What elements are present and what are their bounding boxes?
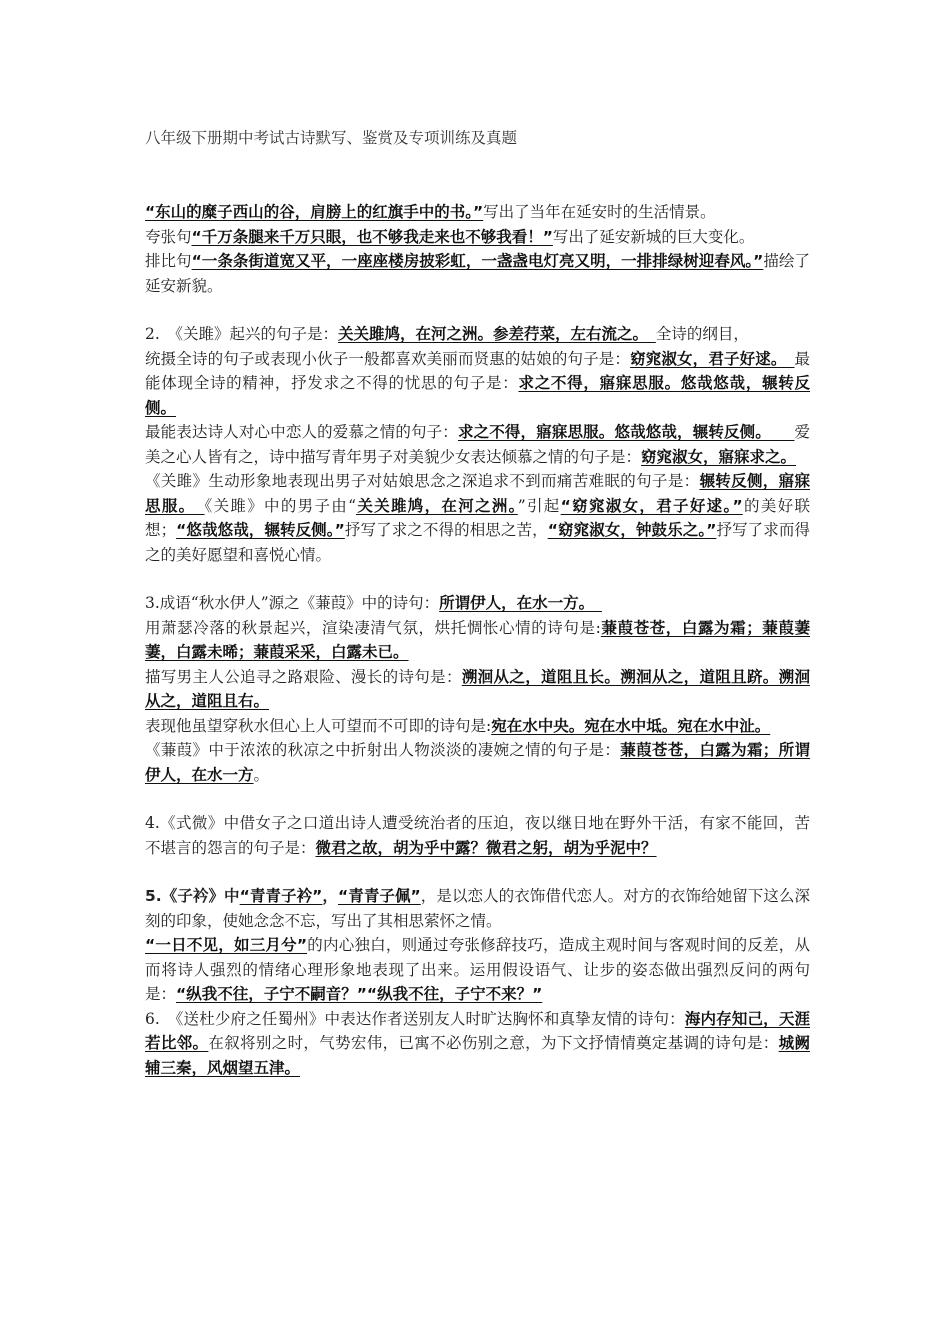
prompt-text: 描写男主人公追寻之路艰险、漫长的诗句是： bbox=[145, 667, 462, 686]
answer-text: “一日不见，如三月兮” bbox=[145, 936, 308, 954]
answer-text: “青青子佩” bbox=[338, 887, 421, 905]
prompt-text: 6. 《送杜少府之任蜀州》中表达作者送别友人时旷达胸怀和真挚友情的诗句： bbox=[145, 1009, 685, 1028]
paragraph bbox=[145, 665, 810, 714]
prompt-text: 排比句 bbox=[145, 252, 192, 270]
paragraph bbox=[145, 591, 810, 616]
answer-text: 所谓伊人，在水一方。 bbox=[439, 594, 602, 612]
prompt-text: 《蒹葭》中于浓浓的秋凉之中折射出人物淡淡的凄婉之情的句子是： bbox=[145, 741, 621, 759]
prompt-text: 统摄全诗的句子或表现小伙子一般都喜欢美丽而贤惠的姑娘的句子是： bbox=[145, 349, 631, 368]
paragraph bbox=[145, 616, 810, 665]
paragraph bbox=[145, 200, 810, 225]
prompt-text: ”引起 bbox=[517, 496, 561, 515]
answer-text: 微君之故，胡为乎中露？微君之躬，胡为乎泥中？ bbox=[315, 838, 657, 857]
prompt-text: 4.《式微》中借女子之口道出诗人遭受统治者的压迫，夜以继日地在野外干活，有家不能回，苦不堪言的怨言的句子是： bbox=[145, 814, 810, 857]
prompt-text: 写出了当年在延安时的生活情景。 bbox=[483, 203, 716, 221]
answer-text: “悠哉悠哉，辗转反侧。” bbox=[176, 521, 345, 539]
answer-text: 宛在水中央。宛在水中坻。宛在水中沚。 bbox=[491, 716, 771, 735]
answer-text: 溯洄从之，道阻且长。溯洄从之，道阻且跻。溯洄从之，道阻且右。 bbox=[145, 667, 810, 710]
paragraph bbox=[145, 811, 810, 860]
prompt-text: ，是以恋人的衣饰借代恋人。对方的衣饰给她留下这么深刻的印象，使她念念不忘，写出了其相思萦怀之情。 bbox=[145, 887, 810, 930]
paragraph-gap bbox=[145, 860, 810, 884]
answer-text: 求之不得，寤寐思服。悠哉悠哉，辗转反侧。 bbox=[145, 374, 810, 417]
answer-text: 蒹葭苍苍，白露为霜；蒹葭萋萋，白露未晞；蒹葭采采，白露未已。 bbox=[145, 618, 810, 661]
prompt-text: 全诗的纲目， bbox=[655, 325, 749, 343]
paragraph bbox=[145, 249, 810, 298]
prompt-text: 的内心独白，则通过夸张修辞技巧，造成主观时间与客观时间的反差，从而将诗人强烈的情绪心理形象地表现了出来。运用假设语气、让步的姿态做出强烈反问的两句是： bbox=[145, 936, 810, 1003]
prompt-text: 描绘了延安新貌。 bbox=[145, 252, 810, 295]
prompt-text: 表现他虽望穿秋水但心上人可望而不可即的诗句是: bbox=[145, 716, 492, 735]
prompt-text: 最能体现全诗的精神，抒发求之不得的忧思的句子是： bbox=[145, 349, 810, 392]
answer-text: 关关雎鸠，在河之洲。参差荇菜，左右流之。 bbox=[338, 325, 656, 343]
answer-text: 海内存知己，天涯若比邻。 bbox=[145, 1009, 810, 1052]
paragraph-gap bbox=[145, 787, 810, 811]
answer-text: “青青子衿” bbox=[239, 887, 323, 905]
prompt-text: 。 bbox=[253, 765, 270, 784]
paragraph-gap bbox=[145, 298, 810, 322]
prompt-text: 2. 《关雎》起兴的句子是： bbox=[145, 325, 339, 343]
answer-text: 关关雎鸠，在河之洲。 bbox=[356, 496, 518, 515]
answer-text: 求之不得，寤寐思服。悠哉悠哉，辗转反侧。 bbox=[457, 423, 795, 441]
answer-text: “千万条腿来千万只眼，也不够我走来也不够我看！” bbox=[191, 227, 553, 246]
paragraph-gap bbox=[145, 567, 810, 591]
prompt-text: 抒写了求之不得的相思之苦， bbox=[344, 521, 548, 539]
paragraph bbox=[145, 469, 810, 567]
prompt-text: 的美好联想； bbox=[145, 496, 810, 539]
answer-text: “东山的糜子西山的谷，肩膀上的红旗手中的书。” bbox=[145, 203, 484, 221]
prompt-text: 在叙将别之时，气势宏伟，已寓不必伤别之意，为下文抒情情奠定基调的诗句是： bbox=[208, 1034, 779, 1052]
paragraph bbox=[145, 884, 810, 933]
answer-text: 窈窕淑女，君子好逑。 bbox=[630, 349, 795, 368]
answer-text: “纵我不往，子宁不嗣音？”“纵我不往，子宁不来？” bbox=[176, 985, 543, 1003]
answer-text: 蒹葭苍苍，白露为霜；所谓伊人，在水一方 bbox=[145, 741, 810, 784]
paragraph bbox=[145, 1007, 810, 1081]
prompt-text: 最能表达诗人对心中恋人的爱慕之情的句子： bbox=[145, 423, 458, 441]
prompt-text: 《关雎》生动形象地表现出男子对姑娘思念之深追求不到而痛苦难眠的句子是： bbox=[145, 472, 700, 490]
prompt-text: 《关雎》中的男子由“ bbox=[204, 496, 357, 515]
answer-text: 窈窕淑女，寤寐求之。 bbox=[641, 447, 797, 466]
prompt-text: 抒写了求而得之的美好愿望和喜悦心情。 bbox=[145, 521, 810, 564]
paragraph bbox=[145, 738, 810, 787]
prompt-text: 用萧瑟冷落的秋景起兴，渲染凄清气氛，烘托惆怅心情的诗句是: bbox=[145, 618, 601, 637]
answer-text: “窈窕淑女，钟鼓乐之。” bbox=[547, 521, 717, 539]
paragraph bbox=[145, 322, 810, 347]
prompt-text: 夸张句 bbox=[145, 227, 192, 246]
prompt-text: 3.成语“秋水伊人”源之《蒹葭》中的诗句： bbox=[145, 594, 440, 612]
paragraph bbox=[145, 225, 810, 250]
answer-text: “一条条街道宽又平，一座座楼房披彩虹，一盏盏电灯亮又明，一排排绿树迎春风。” bbox=[191, 252, 764, 270]
answer-text: 城阙辅三秦，风烟望五津。 bbox=[145, 1034, 810, 1077]
bold-text: ， bbox=[322, 887, 338, 905]
paragraph bbox=[145, 933, 810, 1007]
bold-text: 5.《子衿》中 bbox=[145, 887, 240, 905]
document-title: 八年级下册期中考试古诗默写、鉴赏及专项训练及真题 bbox=[145, 129, 518, 147]
paragraph bbox=[145, 714, 810, 739]
prompt-text: 写出了延安新城的巨大变化。 bbox=[552, 227, 755, 246]
paragraph bbox=[145, 347, 810, 421]
paragraph bbox=[145, 420, 810, 469]
answer-text: 辗转反侧，寤寐思服。 bbox=[145, 472, 810, 515]
document-body bbox=[145, 200, 810, 1080]
answer-text: “窈窕淑女，君子好逑。” bbox=[560, 496, 743, 515]
prompt-text: 爱美之心人皆有之，诗中描写青年男子对美貌少女表达倾慕之情的句子是： bbox=[145, 423, 810, 466]
